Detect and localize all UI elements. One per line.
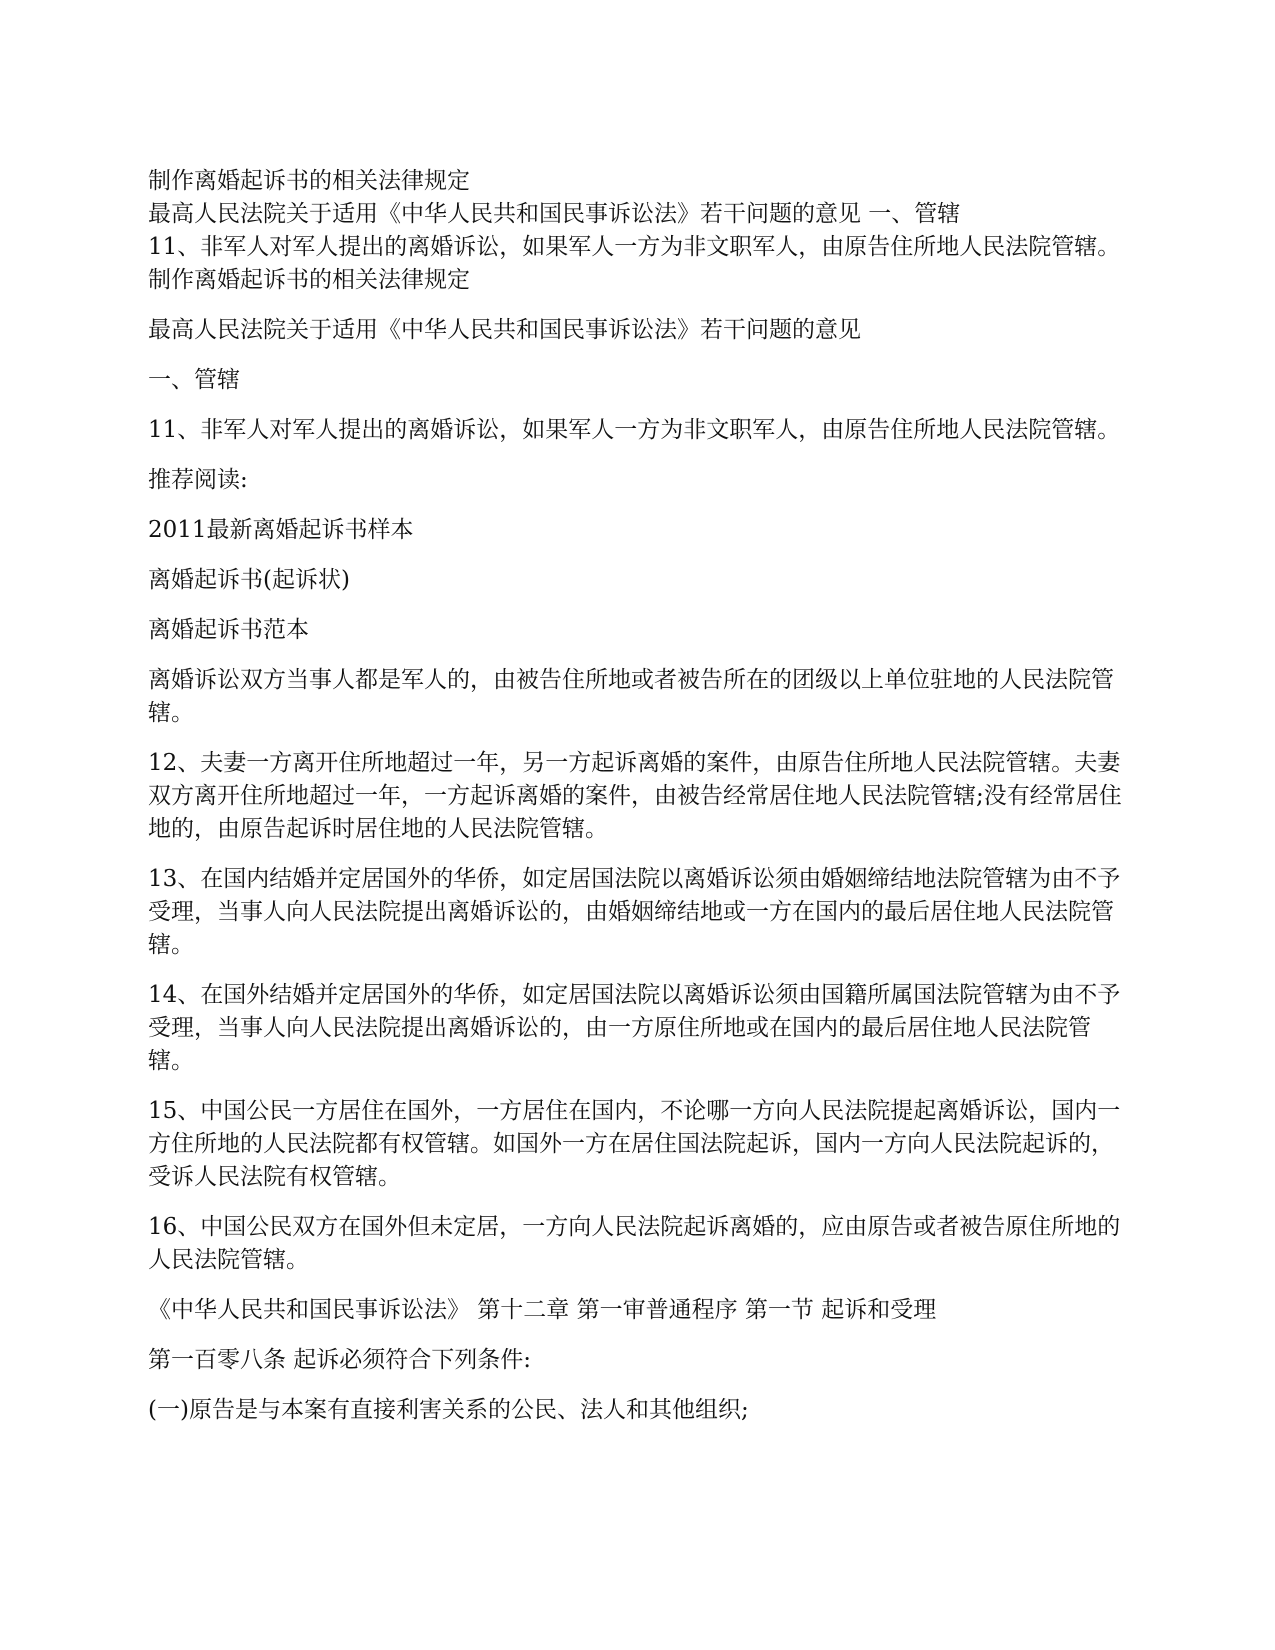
paragraph-3: 11、非军人对军人提出的离婚诉讼，如果军人一方为非文职军人，由原告住所地人民法院管辖。 <box>148 417 1121 443</box>
document-page <box>148 165 1123 1444</box>
paragraph-11: 14、在国外结婚并定居国外的华侨，如定居国法院以离婚诉讼须由国籍所属国法院管辖为由不予受理，当事人向人民法院提出离婚诉讼的，由一方原住所地或在国内的最后居住地人民法院管辖。 <box>148 982 1121 1074</box>
paragraph-4: 推荐阅读: <box>148 467 248 493</box>
paragraph-1: 最高人民法院关于适用《中华人民共和国民事诉讼法》若干问题的意见 <box>148 317 861 343</box>
paragraph-14: 《中华人民共和国民事诉讼法》 第十二章 第一审普通程序 第一节 起诉和受理 <box>148 1297 937 1323</box>
paragraph-13: 16、中国公民双方在国外但未定居，一方向人民法院起诉离婚的，应由原告或者被告原住所地的人民法院管辖。 <box>148 1214 1121 1273</box>
document-title: 制作离婚起诉书的相关法律规定 <box>148 168 470 194</box>
paragraph-16: (一)原告是与本案有直接利害关系的公民、法人和其他组织; <box>148 1397 749 1423</box>
header-line-2: 最高人民法院关于适用《中华人民共和国民事诉讼法》若干问题的意见 一、管辖 <box>148 201 961 227</box>
paragraph-2: 一、管辖 <box>148 367 240 393</box>
paragraph-10: 13、在国内结婚并定居国外的华侨，如定居国法院以离婚诉讼须由婚姻缔结地法院管辖为由不予受理，当事人向人民法院提出离婚诉讼的，由婚姻缔结地或一方在国内的最后居住地人民法院管辖。 <box>148 866 1121 958</box>
paragraph-5: 2011最新离婚起诉书样本 <box>148 517 414 543</box>
header-line-3: 11、非军人对军人提出的离婚诉讼，如果军人一方为非文职军人，由原告住所地人民法院管辖。 制作离婚起诉书的相关法律规定 <box>148 234 1121 293</box>
paragraph-6: 离婚起诉书(起诉状) <box>148 567 350 593</box>
paragraph-15: 第一百零八条 起诉必须符合下列条件: <box>148 1347 532 1373</box>
paragraph-8: 离婚诉讼双方当事人都是军人的，由被告住所地或者被告所在的团级以上单位驻地的人民法院管辖。 <box>148 667 1114 726</box>
paragraph-7: 离婚起诉书范本 <box>148 617 309 643</box>
paragraph-9: 12、夫妻一方离开住所地超过一年，另一方起诉离婚的案件，由原告住所地人民法院管辖。夫妻双方离开住所地超过一年，一方起诉离婚的案件，由被告经常居住地人民法院管辖;没有经常居住地的，由原告起诉时居住地的人民法院管辖。 <box>148 750 1122 842</box>
paragraph-12: 15、中国公民一方居住在国外，一方居住在国内，不论哪一方向人民法院提起离婚诉讼，国内一方住所地的人民法院都有权管辖。如国外一方在居住国法院起诉，国内一方向人民法院起诉的，受诉人民法院有权管辖。 <box>148 1098 1121 1190</box>
document-header <box>148 165 1123 297</box>
